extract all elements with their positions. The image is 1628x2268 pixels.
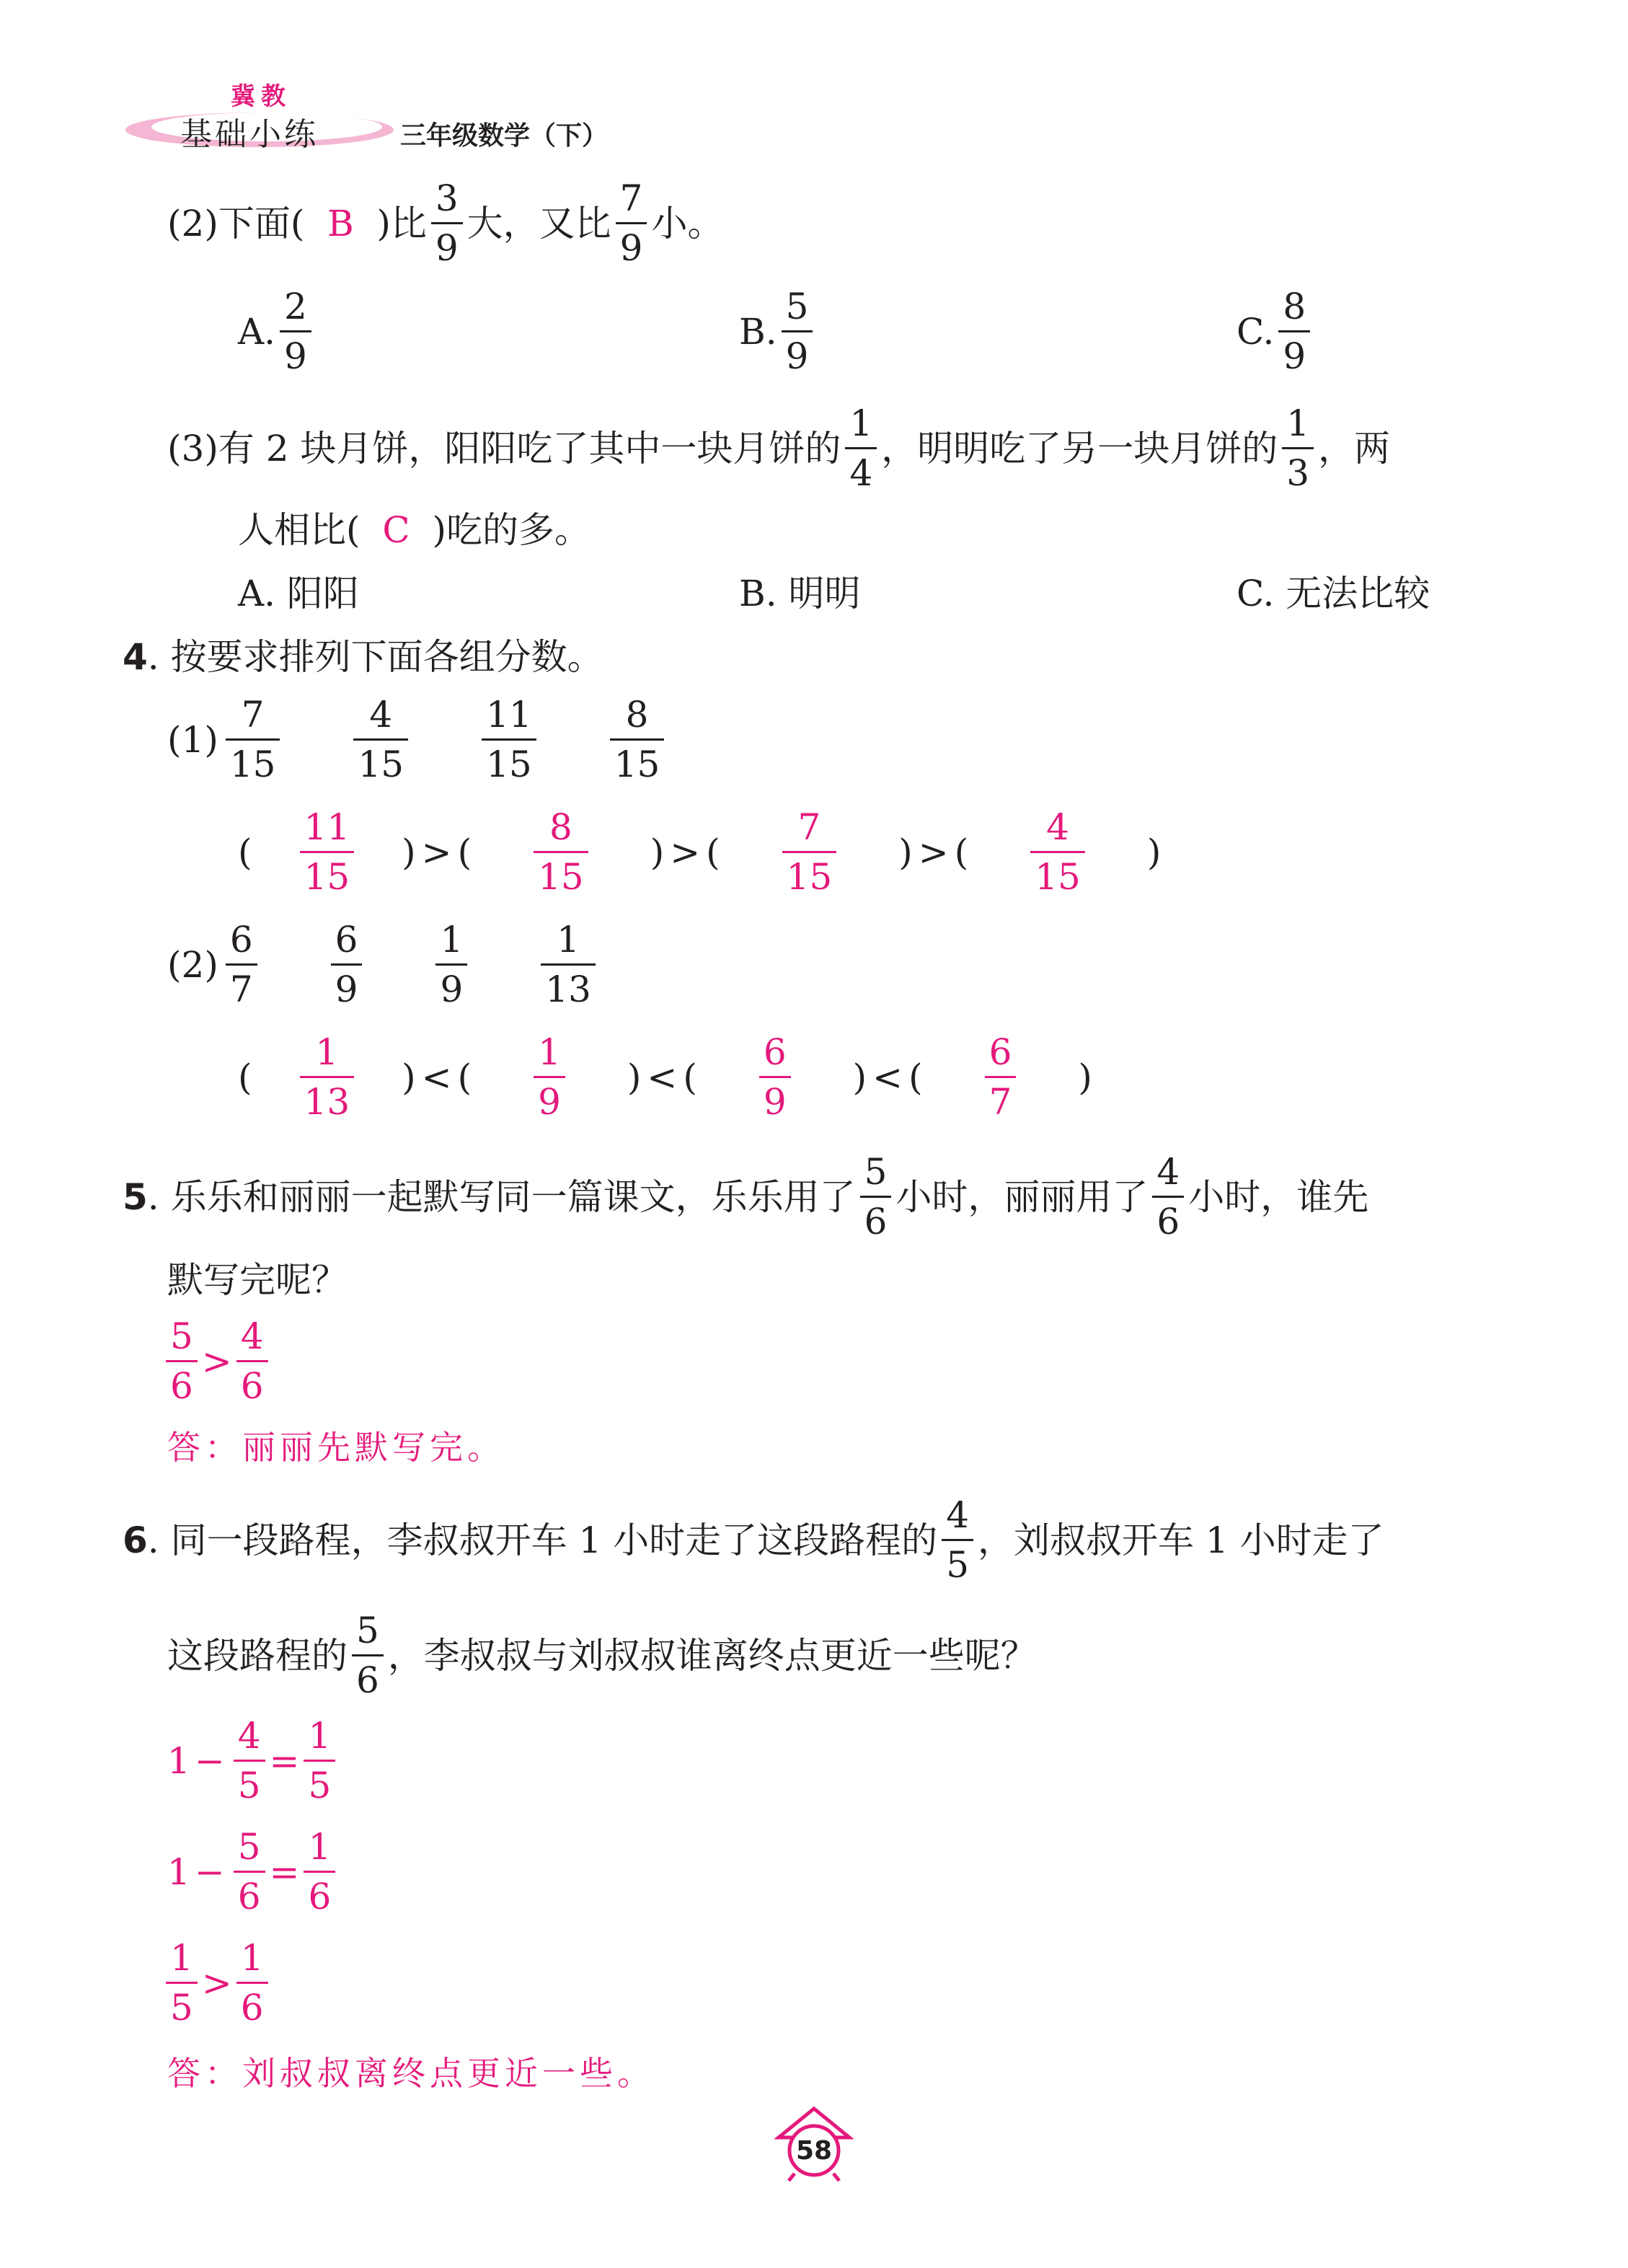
fraction: $\frac{4}{5}$ [942, 1497, 973, 1583]
q6-stem-line2: 这段路程的 $\frac{5}{6}$ ，李叔叔与刘叔叔谁离终点更近一些呢？ [167, 1610, 1037, 1701]
fraction: $\frac{4}{15}$ [353, 697, 408, 782]
q3-3-answer: C [382, 509, 410, 551]
q4-part2-fractions: (2) $\frac{6}{7}$ $\frac{6}{9}$ $\frac{1}{9}$ $\frac{1}{13}$ [167, 922, 600, 1007]
fraction: $\frac{11}{15}$ [482, 697, 536, 782]
answer-fraction: $\frac{1}{9}$ [534, 1034, 565, 1120]
q5-work: $\frac{5}{6}$ > $\frac{4}{6}$ [162, 1318, 273, 1404]
answer-fraction: $\frac{4}{5}$ [234, 1718, 265, 1804]
fraction: $\frac{3}{9}$ [431, 180, 463, 266]
answer-fraction: $\frac{6}{7}$ [985, 1034, 1017, 1120]
answer-fraction: $\frac{1}{13}$ [300, 1034, 355, 1120]
answer-fraction: $\frac{1}{5}$ [304, 1718, 335, 1804]
fraction: $\frac{5}{6}$ [860, 1154, 892, 1240]
q6-work-1: 1 − $\frac{4}{5}$ = $\frac{1}{5}$ [167, 1718, 340, 1804]
answer-fraction: $\frac{4}{6}$ [236, 1318, 268, 1404]
fraction: $\frac{1}{3}$ [1282, 405, 1314, 491]
fraction: $\frac{8}{15}$ [610, 697, 665, 782]
answer-fraction: $\frac{8}{15}$ [534, 809, 588, 895]
q3-3-option-a: A. 阳阳 [238, 573, 359, 614]
answer-fraction: $\frac{4}{15}$ [1030, 809, 1085, 895]
q5-stem-line1: 5 . 乐乐和丽丽一起默写同一篇课文，乐乐用了 $\frac{5}{6}$ 小时，丽丽用了 $\frac{4}{6}$ 小时，谁先 [123, 1151, 1369, 1243]
fraction: $\frac{1}{13}$ [541, 922, 596, 1007]
q6-answer: 答：刘叔叔离终点更近一些。 [167, 2054, 655, 2093]
q4-part1-answers: ( $\frac{11}{15}$ ) > ( $\frac{8}{15}$ ) > ( $\frac{7}{15}$ ) > ( $\frac{4}{15}$ ) [238, 806, 1162, 898]
answer-fraction: $\frac{1}{6}$ [304, 1829, 335, 1915]
q4-title: 4 . 按要求排列下面各组分数。 [123, 636, 603, 678]
q6-stem-line1: 6 . 同一段路程，李叔叔开车 1 小时走了这段路程的 $\frac{4}{5}$ ，刘叔叔开车 1 小时走了 [123, 1494, 1384, 1586]
fraction: $\frac{1}{9}$ [435, 922, 467, 1007]
fraction: $\frac{6}{7}$ [226, 922, 257, 1007]
q3-2-option-b: B. $\frac{5}{9}$ [739, 288, 817, 374]
fraction: $\frac{7}{15}$ [226, 697, 280, 782]
answer-fraction: $\frac{1}{6}$ [236, 1940, 268, 2026]
q6-work-2: 1 − $\frac{5}{6}$ = $\frac{1}{6}$ [167, 1829, 340, 1915]
q3-3-stem-line2: 人相比( C )吃的多。 [238, 509, 591, 551]
q3-3-option-c: C. 无法比较 [1237, 573, 1430, 614]
q3-2-stem: (2)下面( B )比 $\frac{3}{9}$ 大，又比 $\frac{7}{9}$ 小。 [167, 177, 724, 269]
fraction: $\frac{7}{9}$ [616, 180, 647, 266]
answer-fraction: $\frac{1}{5}$ [166, 1940, 198, 2026]
q3-3-stem-line1: (3)有 2 块月饼，阳阳吃了其中一块月饼的 $\frac{1}{4}$ ，明明吃了另一块月饼的 $\frac{1}{3}$ ，两 [167, 402, 1391, 494]
q3-2-option-c: C. $\frac{8}{9}$ [1237, 288, 1314, 374]
q5-answer: 答：丽丽先默写完。 [167, 1428, 505, 1467]
answer-fraction: $\frac{11}{15}$ [300, 809, 355, 895]
page-number: 58 [795, 2136, 833, 2166]
answer-fraction: $\frac{6}{9}$ [759, 1034, 791, 1120]
header [123, 72, 671, 159]
series-name: 基础小练 [180, 116, 319, 153]
fraction: $\frac{4}{6}$ [1152, 1154, 1184, 1240]
fraction: $\frac{6}{9}$ [331, 922, 363, 1007]
q6-work-3: $\frac{1}{5}$ > $\frac{1}{6}$ [162, 1940, 273, 2026]
answer-fraction: $\frac{7}{15}$ [782, 809, 837, 895]
fraction: $\frac{2}{9}$ [280, 288, 311, 374]
q4-part1-fractions: (1) $\frac{7}{15}$ $\frac{4}{15}$ $\frac{11}{15}$ $\frac{8}{15}$ [167, 697, 668, 782]
fraction: $\frac{5}{6}$ [352, 1612, 384, 1698]
q4-part2-answers: ( $\frac{1}{13}$ ) < ( $\frac{1}{9}$ ) < ( $\frac{6}{9}$ ) < ( $\frac{6}{7}$ ) [238, 1031, 1092, 1123]
page-number-badge [774, 2104, 854, 2184]
grade-title: 三年级数学（下） [400, 121, 609, 151]
q5-stem-line2: 默写完呢？ [167, 1259, 348, 1301]
fraction: $\frac{8}{9}$ [1278, 288, 1310, 374]
series-top-label: 冀教 [231, 82, 291, 111]
answer-fraction: $\frac{5}{6}$ [166, 1318, 198, 1404]
fraction: $\frac{5}{9}$ [782, 288, 813, 374]
fraction: $\frac{1}{4}$ [845, 405, 877, 491]
q3-2-option-a: A. $\frac{2}{9}$ [238, 288, 316, 374]
q3-2-answer: B [327, 202, 354, 244]
answer-fraction: $\frac{5}{6}$ [234, 1829, 265, 1915]
q3-3-option-b: B. 明明 [739, 573, 861, 614]
